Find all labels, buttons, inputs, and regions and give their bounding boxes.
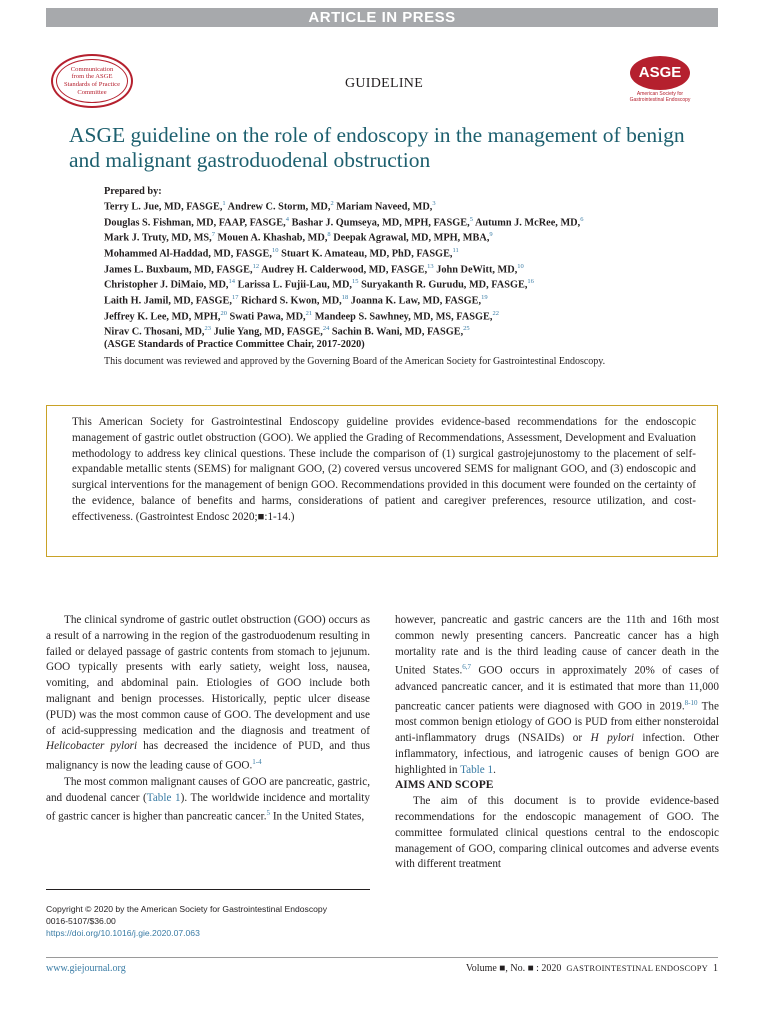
author-name: Terry L. Jue, MD, FASGE,: [104, 201, 223, 213]
seal-line: Standards of Practice: [63, 81, 121, 88]
affiliation-marker[interactable]: 15: [352, 278, 359, 286]
author-name: Larissa L. Fujii-Lau, MD,: [235, 279, 353, 291]
affiliation-marker[interactable]: 13: [427, 262, 434, 270]
affiliation-marker[interactable]: 22: [492, 309, 499, 317]
reference-link[interactable]: 6,7: [462, 663, 472, 672]
asge-logo-subtitle: [620, 92, 700, 103]
author-name: Jeffrey K. Lee, MD, MPH,: [104, 311, 221, 322]
author-name: Suryakanth R. Gurudu, MD, FASGE,: [358, 279, 528, 291]
affiliation-marker[interactable]: 24: [322, 325, 330, 333]
author-name: James L. Buxbaum, MD, FASGE,: [104, 264, 253, 276]
reference-link[interactable]: 5: [266, 809, 271, 818]
author-line: [104, 323, 724, 339]
text-run: The clinical syndrome of gastric outlet obstruction (GOO) occurs as a result of a narrowing in the region of the gastroduodenum resulting in failed or delayed passage of gastric contents from stomach to jejunum. GOO typically presents with early satiety, weight loss, nausea, vomiting, and abdominal pain. Etiologies of GOO include both malignant and benign processes. Historically, peptic ulcer disease (PUD) was the most common cause of GOO. The development and use of acid-suppressing medication and the diagnosis and treatment of: [46, 614, 370, 737]
affiliation-marker[interactable]: 18: [341, 293, 349, 301]
text-run: has decreased the incidence of PUD, and thus malignancy is now the leading cause of GOO.: [46, 740, 371, 772]
journal-website-link[interactable]: www.giejournal.org: [46, 963, 126, 974]
body-paragraph: [46, 775, 370, 826]
seal-line: Communication: [70, 65, 114, 73]
page-number: 1: [713, 963, 718, 974]
author-line: [104, 229, 724, 245]
author-name: Mark J. Truty, MD, MS,: [104, 232, 212, 244]
text-run: .: [493, 763, 496, 776]
affiliation-marker[interactable]: 9: [489, 231, 493, 239]
italic-term: Helicobacter pylori: [46, 740, 138, 753]
copyright-divider: [46, 889, 370, 890]
author-name: Douglas S. Fishman, MD, FAAP, FASGE,: [104, 217, 286, 229]
text-run: ). The worldwide incidence and mortality of gastric cancer is higher than pancreatic cancer.: [46, 791, 371, 824]
prepared-by-label: Prepared by:: [104, 186, 162, 197]
author-name: Deepak Agrawal, MD, MPH, MBA,: [330, 232, 490, 244]
affiliation-marker[interactable]: 21: [305, 309, 313, 317]
article-title: ASGE guideline on the role of endoscopy in the management of benign and malignant gastroduodenal obstruction: [69, 123, 685, 172]
affiliation-marker[interactable]: 3: [432, 200, 436, 208]
issn-price: 0016-5107/$36.00: [46, 916, 116, 926]
seal-line: Committee: [77, 88, 107, 96]
asge-logo-sub-line: American Society for: [636, 91, 684, 97]
table-link[interactable]: Table 1: [146, 791, 181, 804]
affiliation-marker[interactable]: 5: [469, 215, 473, 223]
affiliation-marker[interactable]: 17: [231, 293, 239, 301]
author-name: Audrey H. Calderwood, MD, FASGE,: [259, 264, 428, 276]
article-type-label: GUIDELINE: [344, 76, 424, 91]
abstract-text: This American Society for Gastrointestinal Endoscopy guideline provides evidence-based recommendations for the endoscopic management of gastric outlet obstruction (GOO). We applied the Grading of Recommendations, Assessment, Development and Evaluation methodology to address key clinical questions. These include the comparison of (1) surgical gastrojejunostomy to the placement of self-expandable metallic stents (SEMS) for malignant GOO, (2) covered versus uncovered SEMS for malignant GOO, and (3) endoscopic and surgical interventions for the management of benign GOO. Recommendations provided in this document were founded on the certainty of the evidence, balance of benefits and harms, considerations of patient and caregiver preferences, resource utilization, and cost-effectiveness. (Gastrointest Endosc 2020;■:1-14.): [72, 416, 696, 523]
page-footer-info: [466, 963, 718, 974]
reference-link[interactable]: 8-10: [684, 698, 698, 707]
body-paragraph: The aim of this document is to provide evidence-based recommendations for the endoscopic management of GOO. The committee formulated clinical questions central to the endoscopic management of GOO, comparing clinical outcomes and adverse events with different treatment: [395, 795, 719, 871]
affiliation-marker[interactable]: 10: [517, 262, 524, 270]
author-name: Mariam Naveed, MD,: [333, 201, 433, 213]
author-line: [104, 276, 724, 292]
text-run: however, pancreatic and gastric cancers are the 11th and 16th most common newly presenting cancers. Pancreatic cancer has a high mortality rate and is the third leading cause of cancer death in the United States.: [395, 614, 719, 678]
text-run: infection. Other inflammatory, infectious, and iatrogenic causes of benign GOO are highlighted in: [395, 732, 719, 776]
article-in-press-banner: ARTICLE IN PRESS: [46, 8, 718, 27]
affiliation-marker[interactable]: 11: [452, 247, 459, 255]
body-paragraph-continued: [395, 613, 719, 778]
section-heading-aims: AIMS AND SCOPE: [395, 779, 494, 792]
text-run: In the United States,: [270, 811, 365, 824]
author-name: John DeWitt, MD,: [433, 264, 518, 276]
table-link[interactable]: Table 1: [460, 763, 494, 776]
author-name: Autumn J. McRee, MD,: [472, 217, 581, 229]
author-name: Mohammed Al-Haddad, MD, FASGE,: [104, 248, 273, 260]
author-name: Andrew C. Storm, MD,: [225, 201, 331, 213]
body-paragraph: [46, 613, 370, 775]
author-name: Mandeep S. Sawhney, MD, MS, FASGE,: [312, 311, 493, 322]
author-name: Nirav C. Thosani, MD,: [104, 326, 205, 338]
copyright-line: Copyright © 2020 by the American Society for Gastrointestinal Endoscopy: [46, 904, 328, 914]
review-note: This document was reviewed and approved by the Governing Board of the American Society for Gastrointestinal Endoscopy.: [104, 356, 606, 367]
author-name: Mouen A. Khashab, MD,: [214, 232, 328, 244]
text-run: The most common benign etiology of GOO is PUD from either nonsteroidal anti-inflammatory drugs (NSAIDs) or: [395, 700, 719, 745]
affiliation-marker[interactable]: 14: [228, 278, 236, 286]
author-line: [104, 308, 724, 324]
author-list: [104, 186, 724, 351]
affiliation-marker[interactable]: 4: [285, 215, 289, 223]
affiliation-marker[interactable]: 25: [463, 325, 470, 333]
author-line: [104, 214, 724, 230]
author-line: [104, 292, 724, 308]
author-lines: [104, 198, 724, 339]
body-column-right: [395, 613, 719, 873]
doi-link[interactable]: https://doi.org/10.1016/j.gie.2020.07.063: [46, 928, 200, 938]
author-name: Richard S. Kwon, MD,: [238, 295, 342, 307]
seal-line: from the ASGE: [71, 73, 113, 81]
affiliation-marker[interactable]: 16: [527, 278, 534, 286]
affiliation-marker[interactable]: 10: [272, 247, 279, 255]
author-name: Joanna K. Law, MD, FASGE,: [348, 295, 482, 307]
committee-chair-note: (ASGE Standards of Practice Committee Chair, 2017-2020): [104, 338, 365, 350]
author-line: [104, 198, 724, 214]
asge-logo-sub-line: Gastrointestinal Endoscopy: [629, 96, 691, 103]
asge-logo: [620, 56, 700, 106]
text-run: GOO occurs in approximately 20% of cases of advanced pancreatic cancer, and it is estimated that more than 11,000 pancreatic cancer patients were diagnosed with GOO in 2019.: [395, 665, 719, 713]
affiliation-marker[interactable]: 7: [211, 231, 215, 239]
reference-link[interactable]: 1-4: [252, 758, 262, 767]
affiliation-marker[interactable]: 8: [327, 231, 331, 239]
author-name: Laith H. Jamil, MD, FASGE,: [104, 295, 232, 307]
text-run: The most common malignant causes of GOO are pancreatic, gastric, and duodenal cancer (: [46, 775, 370, 804]
author-name: Bashar J. Qumseya, MD, MPH, FASGE,: [289, 217, 470, 229]
author-name: Christopher J. DiMaio, MD,: [104, 279, 229, 291]
affiliation-marker[interactable]: 20: [220, 309, 227, 317]
affiliation-marker[interactable]: 6: [580, 215, 584, 223]
copyright-block: [46, 903, 386, 939]
affiliation-marker[interactable]: 19: [481, 293, 488, 301]
author-name: Julie Yang, MD, FASGE,: [211, 326, 323, 338]
affiliation-marker[interactable]: 2: [330, 200, 334, 208]
author-line: [104, 261, 724, 277]
author-name: Stuart K. Amateau, MD, PhD, FASGE,: [278, 248, 453, 260]
author-line: [104, 245, 724, 261]
author-name: Sachin B. Wani, MD, FASGE,: [329, 326, 464, 338]
author-name: Swati Pawa, MD,: [226, 311, 306, 322]
body-column-left: [46, 613, 370, 826]
volume-info: Volume ■, No. ■ : 2020: [465, 963, 562, 974]
italic-term: H pylori: [590, 732, 634, 745]
affiliation-marker[interactable]: 12: [252, 262, 260, 270]
affiliation-marker[interactable]: 23: [204, 325, 212, 333]
footer-divider: [46, 957, 718, 958]
affiliation-marker[interactable]: 1: [222, 200, 226, 208]
journal-name: GASTROINTESTINAL ENDOSCOPY: [566, 963, 708, 973]
asge-logo-oval: ASGE: [630, 56, 690, 90]
